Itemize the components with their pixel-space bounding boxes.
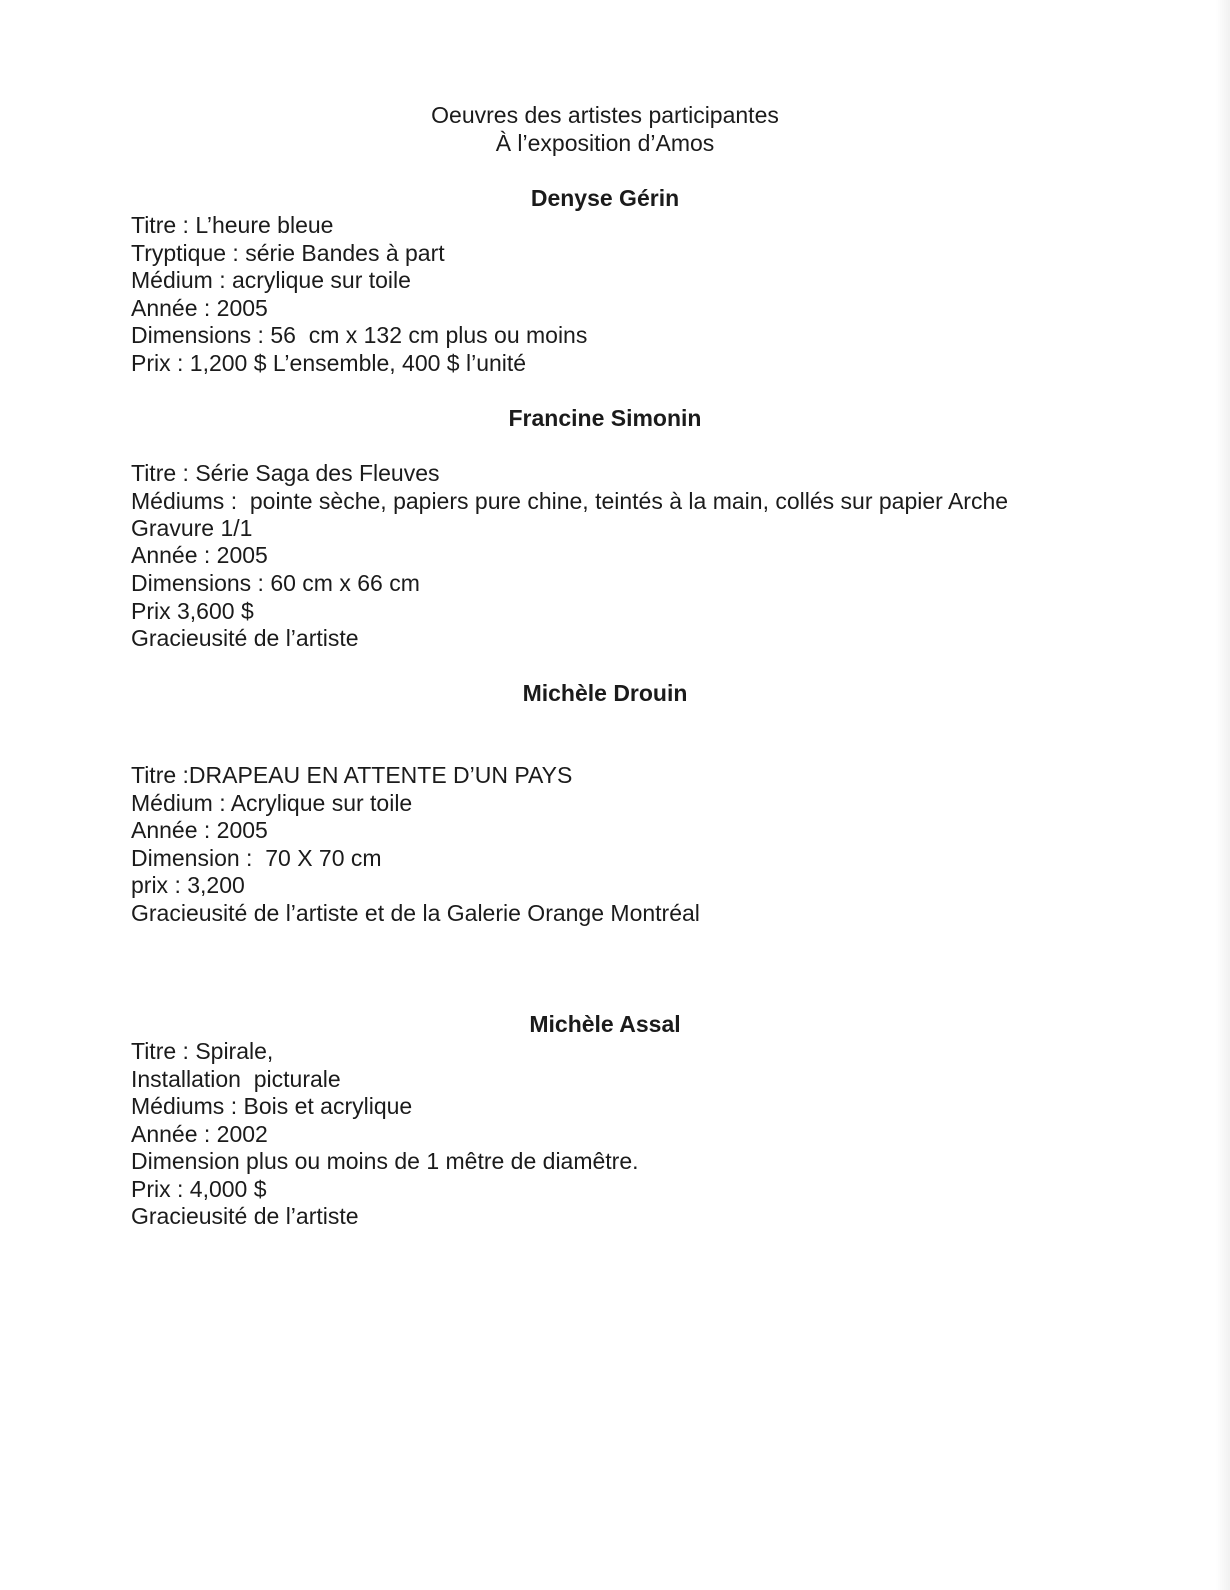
artwork-dimensions: Dimension : 70 X 70 cm	[131, 845, 382, 871]
artwork-price: Prix : 4,000 $	[131, 1176, 267, 1202]
artwork-dimensions: Dimensions : 56 cm x 132 cm plus ou moins	[131, 322, 588, 348]
artwork-dimensions: Dimension plus ou moins de 1 mêtre de diamêtre.	[131, 1148, 639, 1174]
artwork-price: Prix : 1,200 $ L’ensemble, 400 $ l’unité	[131, 350, 527, 376]
artwork-year: Année : 2005	[131, 542, 268, 568]
artist-name-simonin: Francine Simonin	[508, 405, 702, 431]
artwork-dimensions: Dimensions : 60 cm x 66 cm	[131, 570, 420, 596]
page-edge-shadow	[1216, 0, 1230, 1590]
artwork-title: Titre : Spirale,	[131, 1038, 274, 1064]
artwork-medium: Médium : acrylique sur toile	[131, 267, 411, 293]
artwork-price: Prix 3,600 $	[131, 598, 254, 624]
document-title-line-1: Oeuvres des artistes participantes	[431, 102, 779, 128]
artwork-courtesy: Gracieusité de l’artiste et de la Galerie Orange Montréal	[131, 900, 700, 926]
artwork-medium: Médiums : Bois et acrylique	[131, 1093, 413, 1119]
artwork-medium: Médium : Acrylique sur toile	[131, 790, 413, 816]
artwork-medium: Médiums : pointe sèche, papiers pure chine, teintés à la main, collés sur papier Arche	[131, 488, 1009, 514]
document-title-line-2: À l’exposition d’Amos	[495, 130, 715, 156]
artwork-title: Titre : L’heure bleue	[131, 212, 334, 238]
artwork-title: Titre :DRAPEAU EN ATTENTE D’UN PAYS	[131, 762, 573, 788]
artwork-series: Tryptique : série Bandes à part	[131, 240, 445, 266]
artwork-type: Installation picturale	[131, 1066, 341, 1092]
artist-name-drouin: Michèle Drouin	[522, 680, 688, 706]
artist-name-assal: Michèle Assal	[529, 1011, 681, 1037]
artwork-year: Année : 2002	[131, 1121, 268, 1147]
artist-name-gerin: Denyse Gérin	[530, 185, 680, 211]
artwork-year: Année : 2005	[131, 817, 268, 843]
artwork-technique: Gravure 1/1	[131, 515, 253, 541]
artwork-courtesy: Gracieusité de l’artiste	[131, 625, 359, 651]
artwork-title: Titre : Série Saga des Fleuves	[131, 460, 440, 486]
artwork-courtesy: Gracieusité de l’artiste	[131, 1203, 359, 1229]
artwork-price: prix : 3,200	[131, 872, 245, 898]
artwork-year: Année : 2005	[131, 295, 268, 321]
